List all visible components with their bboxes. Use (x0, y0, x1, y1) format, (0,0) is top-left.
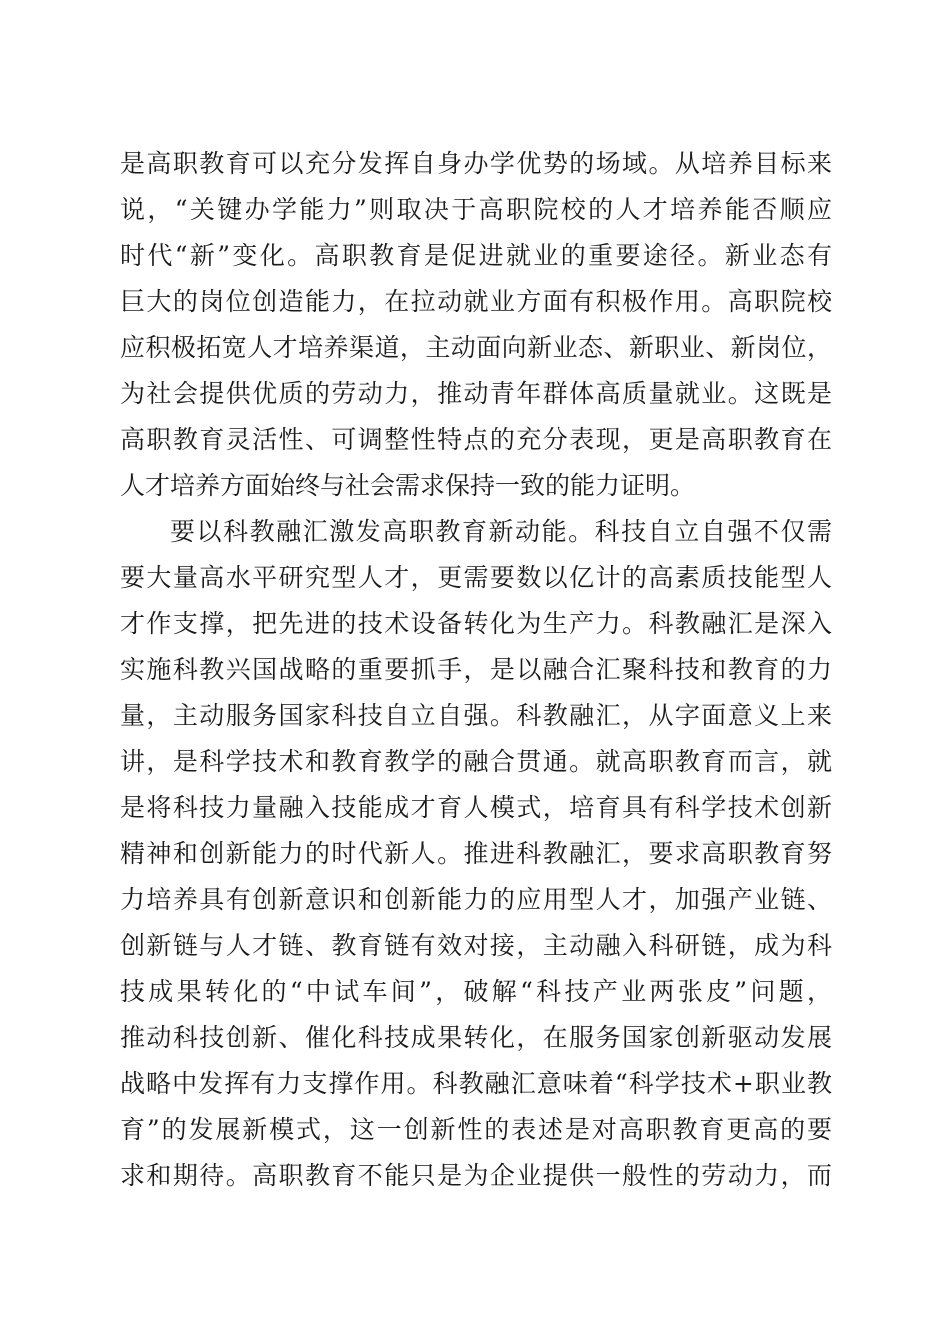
text-line: 求和期待。高职教育不能只是为企业提供一般性的劳动力，而 (120, 1161, 832, 1190)
text-line: 讲，是科学技术和教育教学的融合贯通。就高职教育而言，就 (120, 747, 832, 776)
text-line: 精神和创新能力的时代新人。推进科教融汇，要求高职教育努 (120, 839, 832, 868)
paragraph-first-line: 要以科教融汇激发高职教育新动能。科技自立自强不仅需 (170, 517, 832, 546)
text-line: 高职教育灵活性、可调整性特点的充分表现，更是高职教育在 (120, 425, 832, 454)
text-line: 育”的发展新模式，这一创新性的表述是对高职教育更高的要 (120, 1115, 832, 1144)
text-line: 应积极拓宽人才培养渠道，主动面向新业态、新职业、新岗位， (120, 333, 832, 362)
document-body (120, 141, 832, 1199)
text-line: 说，“关键办学能力”则取决于高职院校的人才培养能否顺应 (120, 195, 832, 224)
text-line: 要大量高水平研究型人才，更需要数以亿计的高素质技能型人 (120, 563, 832, 592)
text-line: 量，主动服务国家科技自立自强。科教融汇，从字面意义上来 (120, 701, 832, 730)
text-line: 实施科教兴国战略的重要抓手，是以融合汇聚科技和教育的力 (120, 655, 832, 684)
text-line: 战略中发挥有力支撑作用。科教融汇意味着“科学技术+职业教 (120, 1069, 832, 1098)
text-line: 是高职教育可以充分发挥自身办学优势的场域。从培养目标来 (120, 149, 832, 178)
text-line: 推动科技创新、催化科技成果转化，在服务国家创新驱动发展 (120, 1023, 832, 1052)
text-line: 巨大的岗位创造能力，在拉动就业方面有积极作用。高职院校 (120, 287, 832, 316)
text-line: 为社会提供优质的劳动力，推动青年群体高质量就业。这既是 (120, 379, 832, 408)
text-line: 技成果转化的“中试车间”，破解“科技产业两张皮”问题， (120, 977, 832, 1006)
text-line: 才作支撑，把先进的技术设备转化为生产力。科教融汇是深入 (120, 609, 832, 638)
text-line: 力培养具有创新意识和创新能力的应用型人才，加强产业链、 (120, 885, 832, 914)
text-line: 时代“新”变化。高职教育是促进就业的重要途径。新业态有 (120, 241, 832, 270)
text-line: 人才培养方面始终与社会需求保持一致的能力证明。 (120, 471, 696, 500)
text-line: 创新链与人才链、教育链有效对接，主动融入科研链，成为科 (120, 931, 832, 960)
text-line: 是将科技力量融入技能成才育人模式，培育具有科学技术创新 (120, 793, 832, 822)
